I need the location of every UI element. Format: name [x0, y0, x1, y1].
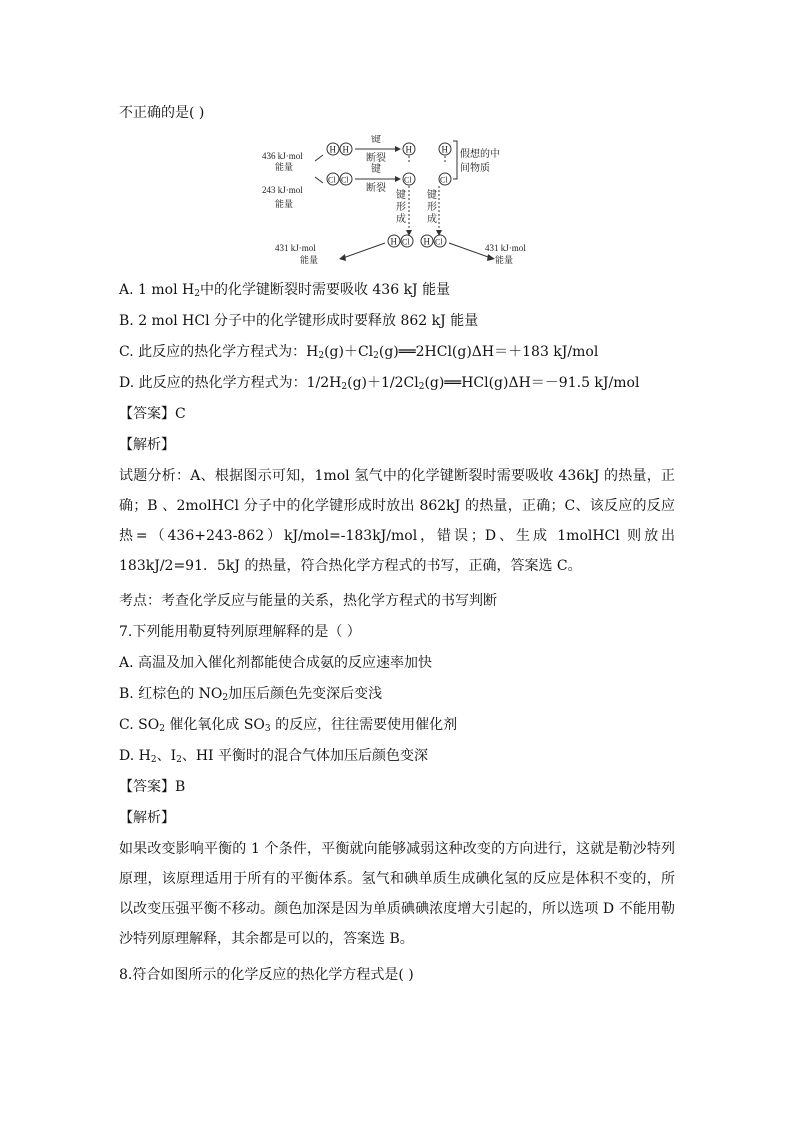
bond-energy-diagram: [255, 135, 545, 270]
q8-stem: 8.符合如图所示的化学反应的热化学方程式是( ): [119, 967, 414, 983]
q6-analysis-title: 【解析】: [119, 437, 175, 453]
form-label-left-2: 形: [396, 202, 406, 213]
q7-analysis-title: 【解析】: [119, 810, 175, 826]
cl-break-label-2: 断裂: [366, 183, 386, 194]
h2-energy-label: 能量: [275, 162, 294, 172]
svg-text:H: H: [441, 144, 448, 155]
hypothetical-bracket: [453, 141, 457, 179]
form-label-right-3: 成: [427, 214, 437, 225]
hcl-energy-label-right: 能量: [495, 255, 514, 265]
svg-text:H: H: [342, 144, 349, 155]
h-break-label-1: 键: [371, 135, 381, 145]
svg-text:Cl: Cl: [435, 237, 443, 247]
q7-option-b: B. 红棕色的 $NO_2$加压后颜色先变深后变浅: [119, 686, 383, 703]
q6-option-d: D. 此反应的热化学方程式为：$1/2H_2(g)+1/2Cl_2(g)══HCl(g)\Delta H=-91.5$ kJ/mol: [119, 375, 640, 392]
hypothetical-label-1: 假想的中: [460, 149, 500, 160]
hcl-energy-arrow-left: [343, 243, 385, 258]
svg-text:Cl: Cl: [440, 175, 448, 185]
cl-break-label-1: 键: [371, 164, 381, 175]
q6-option-b: B. 2 mol HCl 分子中的化学键形成时要释放 862 kJ 能量: [119, 313, 479, 329]
q6-kaodian: 考点：考查化学反应与能量的关系，热化学方程式的书写判断: [119, 593, 497, 609]
hcl-energy-value-right: 431 kJ·mol: [485, 243, 526, 253]
hypothetical-label-2: 间物质: [460, 163, 490, 174]
q7-answer: 【答案】B: [119, 779, 186, 795]
q6-intro: 不正确的是( ): [119, 105, 205, 121]
svg-text:Cl: Cl: [328, 175, 336, 185]
cl2-energy-value: 243 kJ·mol: [262, 185, 303, 195]
svg-text:Cl: Cl: [404, 175, 412, 185]
svg-text:H: H: [405, 144, 412, 155]
q6-option-c: C. 此反应的热化学方程式为：$H_2(g)+Cl_2(g)══2HCl(g)\Delta H=+183$ kJ/mol: [119, 344, 599, 361]
q7-option-a: A. 高温及加入催化剂都能使合成氨的反应速率加快: [119, 655, 433, 671]
svg-text:H: H: [390, 236, 397, 247]
q7-option-c: C. $SO_2$ 催化氧化成 $SO_3$ 的反应，往往需要使用催化剂: [119, 717, 458, 734]
h2-energy-value: 436 kJ·mol: [262, 151, 303, 161]
svg-text:H: H: [329, 144, 336, 155]
cl2-energy-label: 能量: [275, 199, 294, 209]
svg-text:Cl: Cl: [402, 237, 410, 247]
hcl-energy-value-left: 431 kJ·mol: [275, 243, 316, 253]
q6-answer: 【答案】C: [119, 406, 186, 422]
form-label-right-1: 键: [427, 190, 437, 201]
hcl-energy-label-left: 能量: [300, 255, 319, 265]
q6-option-a: A. 1 mol $H_2$中的化学键断裂时需要吸收 436 kJ 能量: [119, 282, 451, 299]
form-label-right-2: 形: [427, 202, 437, 213]
q7-stem: 7.下列能用勒夏特列原理解释的是（ ）: [119, 624, 361, 640]
form-label-left-3: 成: [396, 214, 406, 225]
q7-option-d: D. $H_2$、$I_2$、HI 平衡时的混合气体加压后颜色变深: [119, 748, 429, 765]
form-label-left-1: 键: [396, 190, 406, 201]
svg-text:H: H: [423, 236, 430, 247]
q7-analysis: 如果改变影响平衡的 1 个条件，平衡就向能够减弱这种改变的方向进行，这就是勒沙特列原理，该原理适用于所有的平衡体系。氢气和碘单质生成碘化氢的反应是体积不变的，所以改变压强平衡不移动。颜色加深是因为单质碘碘浓度增大引起的，所以选项 D 不能用勒沙特列原理解释，其余都是可以的，答案选 B。: [119, 841, 675, 947]
h-break-label-2: 断裂: [366, 153, 386, 164]
q6-analysis: 试题分析：A、根据图示可知，1mol 氢气中的化学键断裂时需要吸收 436kJ 的热量，正确；B 、2molHCl 分子中的化学键形成时放出 862kJ 的热量，正确；C、该反应的反应热=（436+243-862）kJ/mol=-183kJ/mol，错误；D、生成 1molHCl 则放出 183kJ/2=91．5kJ 的热量，符合热化学方程式的书写，正确，答案选 C。: [119, 468, 675, 574]
svg-text:Cl: Cl: [341, 175, 349, 185]
